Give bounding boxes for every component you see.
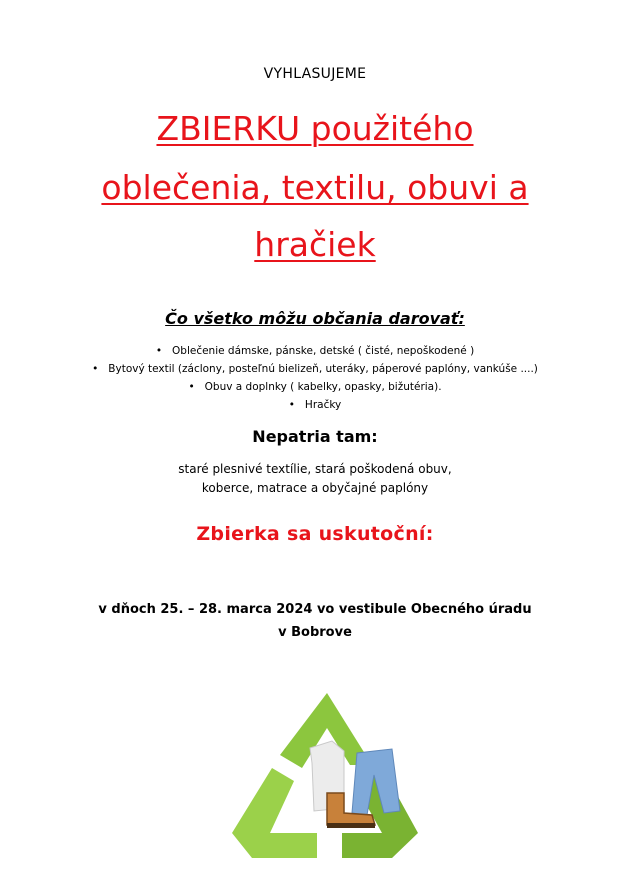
excluded-line-2: koberce, matrace a obyčajné paplóny — [201, 481, 429, 495]
list-item — [0, 378, 630, 396]
list-item — [0, 360, 630, 378]
title-line-1: ZBIERKU použitého — [156, 109, 474, 148]
collection-heading: Zbierka sa uskutoční: — [196, 523, 434, 545]
list-item — [0, 342, 630, 360]
kicker-text: VYHLASUJEME — [263, 66, 367, 82]
list-item-text: Obuv a doplnky ( kabelky, opasky, bižutéria). — [204, 381, 442, 393]
title-line-2: oblečenia, textilu, obuvi a — [101, 168, 529, 207]
excluded-line-1: staré plesnivé textílie, stará poškodená obuv, — [178, 462, 452, 476]
list-item-text: Hračky — [304, 399, 342, 411]
donate-heading: Čo všetko môžu občania darovať: — [165, 309, 465, 328]
excluded-heading: Nepatria tam: — [252, 427, 378, 446]
collection-date-line-2: v Bobrove — [278, 625, 352, 640]
list-item — [0, 396, 630, 414]
list-item-text: Bytový textil (záclony, posteľnú bielizeň, uteráky, páperové paplóny, vankúše ....) — [108, 363, 538, 375]
donate-list — [0, 342, 630, 414]
recycle-clothing-icon — [232, 693, 418, 858]
title-line-3: hračiek — [254, 225, 376, 264]
list-item-text: Oblečenie dámske, pánske, detské ( čisté, nepoškodené ) — [172, 345, 475, 357]
collection-date-line-1: v dňoch 25. – 28. marca 2024 vo vestibule Obecného úradu — [98, 602, 532, 617]
